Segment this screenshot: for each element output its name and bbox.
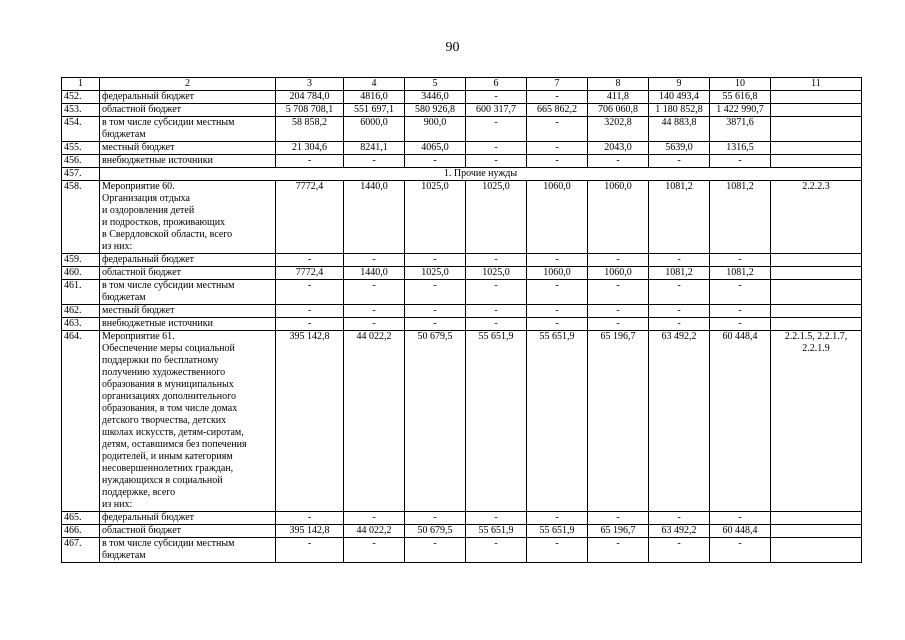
value-cell: 3446,0	[405, 91, 466, 104]
value-cell: -	[466, 155, 527, 168]
row-name: областной бюджет	[100, 267, 276, 280]
column-header-3: 3	[276, 78, 344, 91]
code-cell	[771, 117, 862, 142]
value-cell: -	[649, 318, 710, 331]
section-title: 1. Прочие нужды	[100, 168, 862, 181]
value-cell: -	[276, 280, 344, 305]
value-cell: 44 883,8	[649, 117, 710, 142]
value-cell: -	[710, 305, 771, 318]
table-row	[62, 512, 862, 525]
value-cell: -	[344, 318, 405, 331]
value-cell: -	[344, 155, 405, 168]
code-cell	[771, 280, 862, 305]
row-number: 456.	[62, 155, 100, 168]
value-cell: -	[466, 280, 527, 305]
value-cell: -	[527, 117, 588, 142]
value-cell: 1316,5	[710, 142, 771, 155]
value-cell: 50 679,5	[405, 525, 466, 538]
value-cell: 5 708 708,1	[276, 104, 344, 117]
code-cell	[771, 267, 862, 280]
value-cell: -	[527, 318, 588, 331]
code-cell	[771, 512, 862, 525]
value-cell: -	[405, 155, 466, 168]
value-cell: 1081,2	[649, 181, 710, 254]
row-name: областной бюджет	[100, 525, 276, 538]
value-cell: 600 317,7	[466, 104, 527, 117]
value-cell: -	[649, 512, 710, 525]
value-cell: -	[588, 305, 649, 318]
value-cell: 5639,0	[649, 142, 710, 155]
value-cell: 55 651,9	[466, 331, 527, 512]
value-cell: -	[466, 305, 527, 318]
value-cell: 1060,0	[527, 267, 588, 280]
column-header-10: 10	[710, 78, 771, 91]
value-cell: 1060,0	[527, 181, 588, 254]
table-row	[62, 254, 862, 267]
row-number: 453.	[62, 104, 100, 117]
value-cell: -	[466, 142, 527, 155]
value-cell: -	[276, 318, 344, 331]
value-cell: 395 142,8	[276, 525, 344, 538]
value-cell: 1025,0	[466, 181, 527, 254]
value-cell: -	[466, 91, 527, 104]
value-cell: 1025,0	[405, 181, 466, 254]
code-cell	[771, 538, 862, 563]
value-cell: -	[710, 512, 771, 525]
value-cell: -	[466, 254, 527, 267]
row-name: местный бюджет	[100, 142, 276, 155]
value-cell: 60 448,4	[710, 331, 771, 512]
value-cell: -	[405, 318, 466, 331]
table-row	[62, 104, 862, 117]
value-cell: -	[588, 280, 649, 305]
table-row	[62, 538, 862, 563]
value-cell: -	[588, 512, 649, 525]
row-name: внебюджетные источники	[100, 318, 276, 331]
value-cell: 4816,0	[344, 91, 405, 104]
row-number: 452.	[62, 91, 100, 104]
value-cell: -	[344, 254, 405, 267]
row-number: 454.	[62, 117, 100, 142]
value-cell: -	[710, 280, 771, 305]
row-name: внебюджетные источники	[100, 155, 276, 168]
row-name: местный бюджет	[100, 305, 276, 318]
value-cell: -	[649, 305, 710, 318]
code-cell	[771, 254, 862, 267]
table-row	[62, 117, 862, 142]
value-cell: -	[527, 512, 588, 525]
value-cell: -	[276, 254, 344, 267]
column-header-7: 7	[527, 78, 588, 91]
row-name: федеральный бюджет	[100, 91, 276, 104]
row-number: 466.	[62, 525, 100, 538]
value-cell: -	[276, 305, 344, 318]
value-cell: -	[710, 254, 771, 267]
row-number: 461.	[62, 280, 100, 305]
code-cell	[771, 525, 862, 538]
row-name: Мероприятие 61. Обеспечение меры социальной поддержки по бесплатному получению художественного образования в муниципальных организациях дополнительного образования, в том числе домах детского творчества, детских школах искусств, детям-сиротам, детям, оставшимся без попечения родителей, и иным категориям несовершеннолетних граждан, нуждающихся в социальной поддержке, всего из них:	[100, 331, 276, 512]
value-cell: -	[344, 512, 405, 525]
value-cell: -	[649, 280, 710, 305]
table-body	[62, 78, 862, 563]
value-cell: 1060,0	[588, 181, 649, 254]
value-cell: -	[527, 538, 588, 563]
value-cell: -	[649, 538, 710, 563]
value-cell: 55 616,8	[710, 91, 771, 104]
value-cell: -	[710, 538, 771, 563]
value-cell: 55 651,9	[466, 525, 527, 538]
row-number: 467.	[62, 538, 100, 563]
table-row	[62, 525, 862, 538]
value-cell: -	[276, 512, 344, 525]
section-row	[62, 168, 862, 181]
value-cell: -	[466, 538, 527, 563]
value-cell: -	[405, 512, 466, 525]
value-cell: 7772,4	[276, 181, 344, 254]
value-cell: 3202,8	[588, 117, 649, 142]
value-cell: -	[649, 155, 710, 168]
value-cell: -	[649, 254, 710, 267]
value-cell: 1 422 990,7	[710, 104, 771, 117]
row-number: 462.	[62, 305, 100, 318]
value-cell: -	[588, 254, 649, 267]
value-cell: 55 651,9	[527, 331, 588, 512]
value-cell: 65 196,7	[588, 331, 649, 512]
value-cell: 63 492,2	[649, 331, 710, 512]
code-cell: 2.2.1.5, 2.2.1.7, 2.2.1.9	[771, 331, 862, 512]
row-number: 465.	[62, 512, 100, 525]
value-cell: -	[405, 538, 466, 563]
value-cell: -	[588, 318, 649, 331]
value-cell: 411,8	[588, 91, 649, 104]
column-header-5: 5	[405, 78, 466, 91]
row-number: 459.	[62, 254, 100, 267]
value-cell: -	[588, 538, 649, 563]
value-cell: -	[344, 538, 405, 563]
value-cell: 3871,6	[710, 117, 771, 142]
row-number: 455.	[62, 142, 100, 155]
value-cell: -	[466, 117, 527, 142]
value-cell: -	[527, 142, 588, 155]
value-cell: 60 448,4	[710, 525, 771, 538]
table-row	[62, 155, 862, 168]
column-header-8: 8	[588, 78, 649, 91]
value-cell: 21 304,6	[276, 142, 344, 155]
table-row	[62, 91, 862, 104]
value-cell: -	[710, 318, 771, 331]
value-cell: -	[405, 305, 466, 318]
table-row	[62, 318, 862, 331]
value-cell: 1440,0	[344, 181, 405, 254]
value-cell: 63 492,2	[649, 525, 710, 538]
value-cell: 4065,0	[405, 142, 466, 155]
row-number: 458.	[62, 181, 100, 254]
row-name: федеральный бюджет	[100, 512, 276, 525]
row-name: в том числе субсидии местным бюджетам	[100, 117, 276, 142]
value-cell: 44 022,2	[344, 525, 405, 538]
table-row	[62, 181, 862, 254]
value-cell: 900,0	[405, 117, 466, 142]
budget-table	[61, 77, 862, 563]
value-cell: -	[527, 91, 588, 104]
value-cell: 2043,0	[588, 142, 649, 155]
table-row	[62, 331, 862, 512]
table-row	[62, 305, 862, 318]
value-cell: -	[405, 280, 466, 305]
column-header-4: 4	[344, 78, 405, 91]
value-cell: -	[527, 305, 588, 318]
value-cell: 580 926,8	[405, 104, 466, 117]
row-number: 463.	[62, 318, 100, 331]
value-cell: 58 858,2	[276, 117, 344, 142]
code-cell: 2.2.2.3	[771, 181, 862, 254]
value-cell: 551 697,1	[344, 104, 405, 117]
value-cell: 1081,2	[710, 181, 771, 254]
value-cell: 665 862,2	[527, 104, 588, 117]
value-cell: -	[466, 318, 527, 331]
code-cell	[771, 91, 862, 104]
value-cell: 1 180 852,8	[649, 104, 710, 117]
value-cell: 65 196,7	[588, 525, 649, 538]
value-cell: 1081,2	[649, 267, 710, 280]
value-cell: -	[527, 280, 588, 305]
table-row	[62, 267, 862, 280]
row-name: Мероприятие 60. Организация отдыха и оздоровления детей и подростков, проживающих в Свердловской области, всего из них:	[100, 181, 276, 254]
column-header-9: 9	[649, 78, 710, 91]
code-cell	[771, 104, 862, 117]
row-number: 457.	[62, 168, 100, 181]
header-row	[62, 78, 862, 91]
table-row	[62, 280, 862, 305]
row-name: областной бюджет	[100, 104, 276, 117]
value-cell: 1025,0	[405, 267, 466, 280]
value-cell: -	[344, 305, 405, 318]
row-number: 464.	[62, 331, 100, 512]
value-cell: 204 784,0	[276, 91, 344, 104]
value-cell: -	[276, 155, 344, 168]
value-cell: 395 142,8	[276, 331, 344, 512]
value-cell: 706 060,8	[588, 104, 649, 117]
column-header-6: 6	[466, 78, 527, 91]
value-cell: -	[527, 155, 588, 168]
value-cell: 1440,0	[344, 267, 405, 280]
value-cell: 50 679,5	[405, 331, 466, 512]
value-cell: 8241,1	[344, 142, 405, 155]
column-header-1: 1	[62, 78, 100, 91]
value-cell: -	[405, 254, 466, 267]
value-cell: 6000,0	[344, 117, 405, 142]
table-row	[62, 142, 862, 155]
value-cell: -	[466, 512, 527, 525]
value-cell: -	[588, 155, 649, 168]
row-name: в том числе субсидии местным бюджетам	[100, 538, 276, 563]
column-header-11: 11	[771, 78, 862, 91]
value-cell: 140 493,4	[649, 91, 710, 104]
value-cell: -	[276, 538, 344, 563]
column-header-2: 2	[100, 78, 276, 91]
code-cell	[771, 318, 862, 331]
value-cell: 1025,0	[466, 267, 527, 280]
page-number: 90	[445, 40, 460, 55]
value-cell: 7772,4	[276, 267, 344, 280]
value-cell: 1081,2	[710, 267, 771, 280]
code-cell	[771, 305, 862, 318]
value-cell: 1060,0	[588, 267, 649, 280]
row-name: в том числе субсидии местным бюджетам	[100, 280, 276, 305]
code-cell	[771, 155, 862, 168]
row-name: федеральный бюджет	[100, 254, 276, 267]
value-cell: -	[710, 155, 771, 168]
value-cell: 44 022,2	[344, 331, 405, 512]
value-cell: -	[527, 254, 588, 267]
code-cell	[771, 142, 862, 155]
row-number: 460.	[62, 267, 100, 280]
value-cell: -	[344, 280, 405, 305]
value-cell: 55 651,9	[527, 525, 588, 538]
